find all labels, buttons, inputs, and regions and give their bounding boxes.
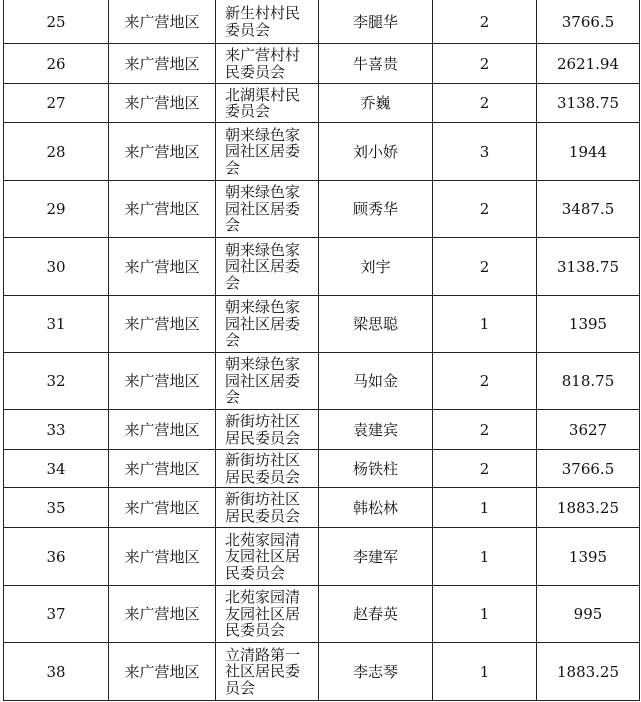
cell-person-name: 杨铁柱 xyxy=(319,450,433,488)
committee-text: 朝来绿色家园社区居委会 xyxy=(225,183,301,235)
cell-person-name: 李建军 xyxy=(319,528,433,586)
cell-amount: 3766.5 xyxy=(537,0,640,44)
cell-seq-no: 35 xyxy=(4,488,109,528)
cell-amount: 1395 xyxy=(537,296,640,353)
cell-person-name: 梁思聪 xyxy=(319,296,433,353)
table-row xyxy=(4,353,640,410)
cell-committee xyxy=(216,450,319,488)
cell-committee xyxy=(216,643,319,701)
table-row xyxy=(4,84,640,123)
cell-count: 2 xyxy=(433,450,537,488)
cell-area: 来广营地区 xyxy=(109,488,216,528)
cell-area: 来广营地区 xyxy=(109,84,216,123)
committee-text: 朝来绿色家园社区居委会 xyxy=(225,125,301,177)
cell-amount: 3138.75 xyxy=(537,84,640,123)
table-row xyxy=(4,44,640,84)
committee-text: 北苑家园清友园社区居民委员会 xyxy=(225,530,301,582)
cell-area: 来广营地区 xyxy=(109,44,216,84)
cell-count: 1 xyxy=(433,296,537,353)
table-row xyxy=(4,410,640,450)
committee-text: 新街坊社区居民委员会 xyxy=(225,451,301,486)
cell-person-name: 刘小娇 xyxy=(319,123,433,181)
committee-text: 新生村村民委员会 xyxy=(225,4,301,39)
committee-text: 立清路第一社区居民委员会 xyxy=(225,645,301,697)
cell-area: 来广营地区 xyxy=(109,296,216,353)
cell-person-name: 袁建宾 xyxy=(319,410,433,450)
cell-seq-no: 34 xyxy=(4,450,109,488)
cell-area: 来广营地区 xyxy=(109,353,216,410)
table-row xyxy=(4,123,640,181)
cell-seq-no: 31 xyxy=(4,296,109,353)
cell-count: 3 xyxy=(433,123,537,181)
cell-area: 来广营地区 xyxy=(109,123,216,181)
cell-area: 来广营地区 xyxy=(109,643,216,701)
cell-count: 2 xyxy=(433,181,537,238)
cell-amount: 1883.25 xyxy=(537,488,640,528)
cell-committee xyxy=(216,528,319,586)
cell-committee xyxy=(216,488,319,528)
cell-area: 来广营地区 xyxy=(109,528,216,586)
cell-person-name: 李腿华 xyxy=(319,0,433,44)
committee-text: 北湖渠村民委员会 xyxy=(225,85,301,120)
cell-count: 2 xyxy=(433,410,537,450)
cell-count: 2 xyxy=(433,238,537,296)
table-row xyxy=(4,238,640,296)
table-row xyxy=(4,181,640,238)
cell-seq-no: 38 xyxy=(4,643,109,701)
cell-amount: 3627 xyxy=(537,410,640,450)
table-row xyxy=(4,528,640,586)
cell-seq-no: 25 xyxy=(4,0,109,44)
cell-person-name: 马如金 xyxy=(319,353,433,410)
cell-amount: 3138.75 xyxy=(537,238,640,296)
cell-count: 1 xyxy=(433,528,537,586)
cell-count: 1 xyxy=(433,643,537,701)
cell-count: 2 xyxy=(433,353,537,410)
cell-seq-no: 29 xyxy=(4,181,109,238)
cell-committee xyxy=(216,296,319,353)
cell-committee xyxy=(216,84,319,123)
table-row xyxy=(4,586,640,643)
cell-person-name: 赵春英 xyxy=(319,586,433,643)
cell-committee xyxy=(216,44,319,84)
committee-text: 新街坊社区居民委员会 xyxy=(225,412,301,447)
cell-seq-no: 33 xyxy=(4,410,109,450)
cell-count: 2 xyxy=(433,44,537,84)
cell-amount: 995 xyxy=(537,586,640,643)
committee-text: 朝来绿色家园社区居委会 xyxy=(225,240,301,292)
cell-seq-no: 32 xyxy=(4,353,109,410)
table-row xyxy=(4,643,640,701)
cell-amount: 2621.94 xyxy=(537,44,640,84)
cell-amount: 1944 xyxy=(537,123,640,181)
cell-committee xyxy=(216,0,319,44)
cell-amount: 818.75 xyxy=(537,353,640,410)
table-row xyxy=(4,450,640,488)
cell-seq-no: 26 xyxy=(4,44,109,84)
recipient-table xyxy=(3,0,640,701)
committee-text: 来广营村村民委员会 xyxy=(225,46,301,81)
cell-committee xyxy=(216,353,319,410)
cell-person-name: 顾秀华 xyxy=(319,181,433,238)
cell-seq-no: 28 xyxy=(4,123,109,181)
cell-committee xyxy=(216,123,319,181)
cell-seq-no: 36 xyxy=(4,528,109,586)
table-body xyxy=(4,0,640,701)
cell-count: 2 xyxy=(433,84,537,123)
cell-count: 2 xyxy=(433,0,537,44)
cell-committee xyxy=(216,238,319,296)
cell-area: 来广营地区 xyxy=(109,450,216,488)
cell-person-name: 刘宇 xyxy=(319,238,433,296)
cell-committee xyxy=(216,410,319,450)
table-row xyxy=(4,488,640,528)
cell-amount: 1395 xyxy=(537,528,640,586)
committee-text: 朝来绿色家园社区居委会 xyxy=(225,355,301,407)
cell-person-name: 乔巍 xyxy=(319,84,433,123)
cell-person-name: 牛喜贵 xyxy=(319,44,433,84)
cell-area: 来广营地区 xyxy=(109,181,216,238)
cell-area: 来广营地区 xyxy=(109,238,216,296)
cell-amount: 3487.5 xyxy=(537,181,640,238)
cell-amount: 3766.5 xyxy=(537,450,640,488)
committee-text: 北苑家园清友园社区居民委员会 xyxy=(225,588,301,640)
cell-committee xyxy=(216,181,319,238)
cell-amount: 1883.25 xyxy=(537,643,640,701)
committee-text: 新街坊社区居民委员会 xyxy=(225,490,301,525)
cell-seq-no: 30 xyxy=(4,238,109,296)
cell-person-name: 李志琴 xyxy=(319,643,433,701)
cell-seq-no: 27 xyxy=(4,84,109,123)
table-row xyxy=(4,296,640,353)
cell-count: 1 xyxy=(433,488,537,528)
cell-area: 来广营地区 xyxy=(109,586,216,643)
cell-count: 1 xyxy=(433,586,537,643)
cell-committee xyxy=(216,586,319,643)
cell-area: 来广营地区 xyxy=(109,410,216,450)
committee-text: 朝来绿色家园社区居委会 xyxy=(225,298,301,350)
cell-person-name: 韩松林 xyxy=(319,488,433,528)
cell-seq-no: 37 xyxy=(4,586,109,643)
cell-area: 来广营地区 xyxy=(109,0,216,44)
table-row xyxy=(4,0,640,44)
